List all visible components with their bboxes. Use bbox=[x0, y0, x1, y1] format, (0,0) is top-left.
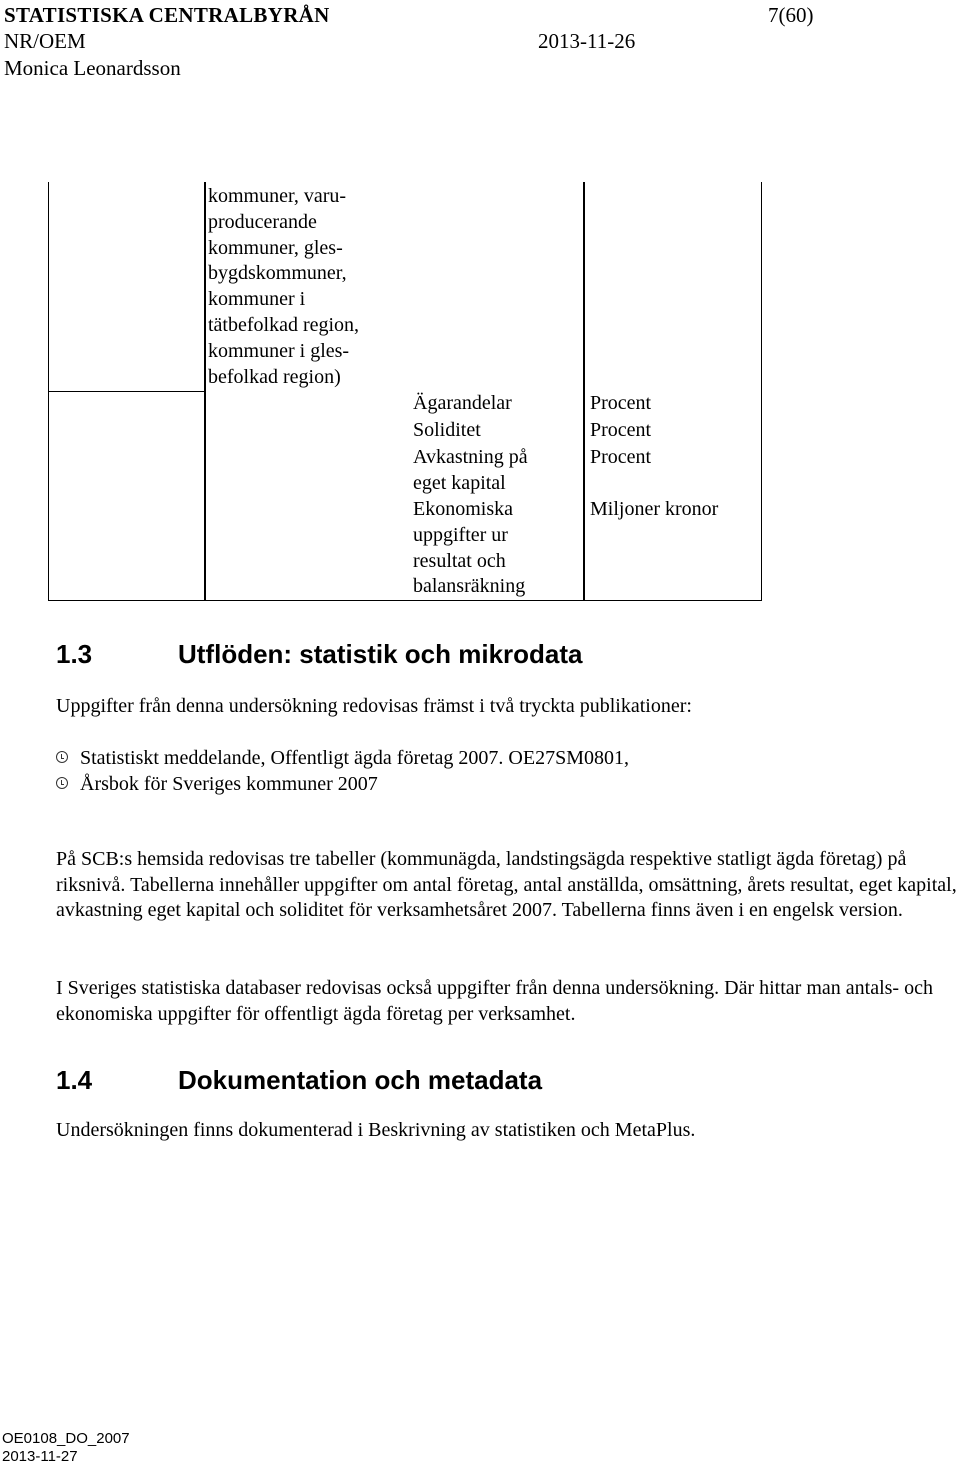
footer-doc-id: OE0108_DO_2007 bbox=[2, 1430, 130, 1447]
variables-table bbox=[48, 182, 762, 601]
table-row-unit: Miljoner kronor bbox=[590, 498, 719, 520]
table-row-unit: Procent bbox=[590, 392, 652, 414]
header-date: 2013-11-26 bbox=[538, 29, 636, 53]
section-title: Dokumentation och metadata bbox=[178, 1065, 543, 1095]
header-organization: STATISTISKA CENTRALBYRÅN bbox=[4, 3, 330, 27]
header-unit: NR/OEM bbox=[4, 29, 86, 53]
section-number: 1.4 bbox=[56, 1065, 93, 1095]
section-number: 1.3 bbox=[56, 639, 93, 669]
footer-date: 2013-11-27 bbox=[2, 1448, 78, 1465]
section-intro: Uppgifter från denna undersökning redovisas främst i två tryckta publikationer: bbox=[56, 695, 692, 717]
table-cell-region-types: kommuner, varu- producerande kommuner, gles- bygdskommuner, kommuner i tätbefolkad region, kommuner i gles- befolkad region) bbox=[208, 185, 360, 388]
paragraph: I Sveriges statistiska databaser redovisas också uppgifter från denna undersökning. Där hittar man antals- och ekonomiska uppgifter för offentligt ägda företag per verksamhet. bbox=[56, 977, 933, 1025]
bullet-icon bbox=[56, 751, 68, 763]
table-row-unit: Procent bbox=[590, 446, 652, 468]
table-row-variable: Soliditet bbox=[413, 419, 481, 441]
section-title: Utflöden: statistik och mikrodata bbox=[178, 639, 583, 669]
table-row-unit: Procent bbox=[590, 419, 652, 441]
table-row-variable: Ekonomiska uppgifter ur resultat och balansräkning bbox=[413, 498, 526, 598]
table-column-divider bbox=[204, 182, 206, 600]
list-item: Statistiskt meddelande, Offentligt ägda företag 2007. OE27SM0801, bbox=[56, 745, 629, 771]
table-column-divider bbox=[583, 182, 585, 600]
table-row-divider bbox=[49, 391, 204, 392]
table-row-variable: Ägarandelar bbox=[413, 392, 512, 414]
list-item: Årsbok för Sveriges kommuner 2007 bbox=[56, 771, 378, 797]
page-number: 7(60) bbox=[768, 3, 814, 27]
bullet-icon bbox=[56, 777, 68, 789]
table-row-variable: Avkastning på eget kapital bbox=[413, 446, 528, 494]
paragraph: På SCB:s hemsida redovisas tre tabeller (kommunägda, landstingsägda respektive statligt ägda företag) på riksnivå. Tabellerna innehåller uppgifter om antal företag, antal anställda, omsättning, årets resultat, eget kapital, avkastning eget kapital och soliditet för verksamhetsåret 2007. Tabellerna finns även i en engelsk version. bbox=[56, 848, 957, 922]
header-author: Monica Leonardsson bbox=[4, 56, 181, 80]
paragraph: Undersökningen finns dokumenterad i Beskrivning av statistiken och MetaPlus. bbox=[56, 1119, 696, 1141]
